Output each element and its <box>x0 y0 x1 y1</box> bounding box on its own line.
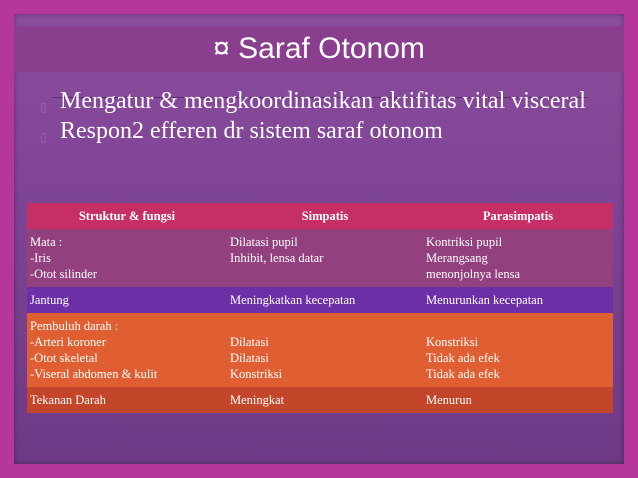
autonomic-table <box>27 203 613 413</box>
bullet-text: Mengatur & mengkoordinasikan aktifitas vital visceral <box>60 88 586 114</box>
cell-parasimpatis: Menurun <box>423 387 613 413</box>
bullet-item <box>40 116 610 146</box>
slide-title: ¤ Saraf Otonom <box>213 32 425 65</box>
bullet-icon: ▯ <box>40 130 47 144</box>
table-row <box>27 229 613 287</box>
table-header-row <box>27 203 613 229</box>
table-row <box>27 387 613 413</box>
bullet-icon: ▯ <box>40 100 47 114</box>
bullet-text: Respon2 efferen dr sistem saraf otonom <box>60 118 443 144</box>
cell-parasimpatis: Kontriksi pupil Merangsang menonjolnya lensa <box>423 229 613 287</box>
bullet-item <box>40 86 610 116</box>
cell-simpatis: Dilatasi pupil Inhibit, lensa datar <box>227 229 423 287</box>
header-struktur: Struktur & fungsi <box>27 203 227 229</box>
cell-simpatis: Meningkat <box>227 387 423 413</box>
table-row <box>27 287 613 313</box>
header-simpatis: Simpatis <box>227 203 423 229</box>
cell-struktur: Jantung <box>27 287 227 313</box>
cell-struktur: Mata : -Iris -Otot silinder <box>27 229 227 287</box>
cell-simpatis: Meningkatkan kecepatan <box>227 287 423 313</box>
cell-parasimpatis: Menurunkan kecepatan <box>423 287 613 313</box>
cell-parasimpatis: Konstriksi Tidak ada efek Tidak ada efek <box>423 313 613 387</box>
cell-simpatis: Dilatasi Dilatasi Konstriksi <box>227 313 423 387</box>
bullet-list <box>40 86 610 146</box>
cell-struktur: Pembuluh darah : -Arteri koroner -Otot skeletal -Viseral abdomen & kulit <box>27 313 227 387</box>
table-row <box>27 313 613 387</box>
header-parasimpatis: Parasimpatis <box>423 203 613 229</box>
cell-struktur: Tekanan Darah <box>27 387 227 413</box>
